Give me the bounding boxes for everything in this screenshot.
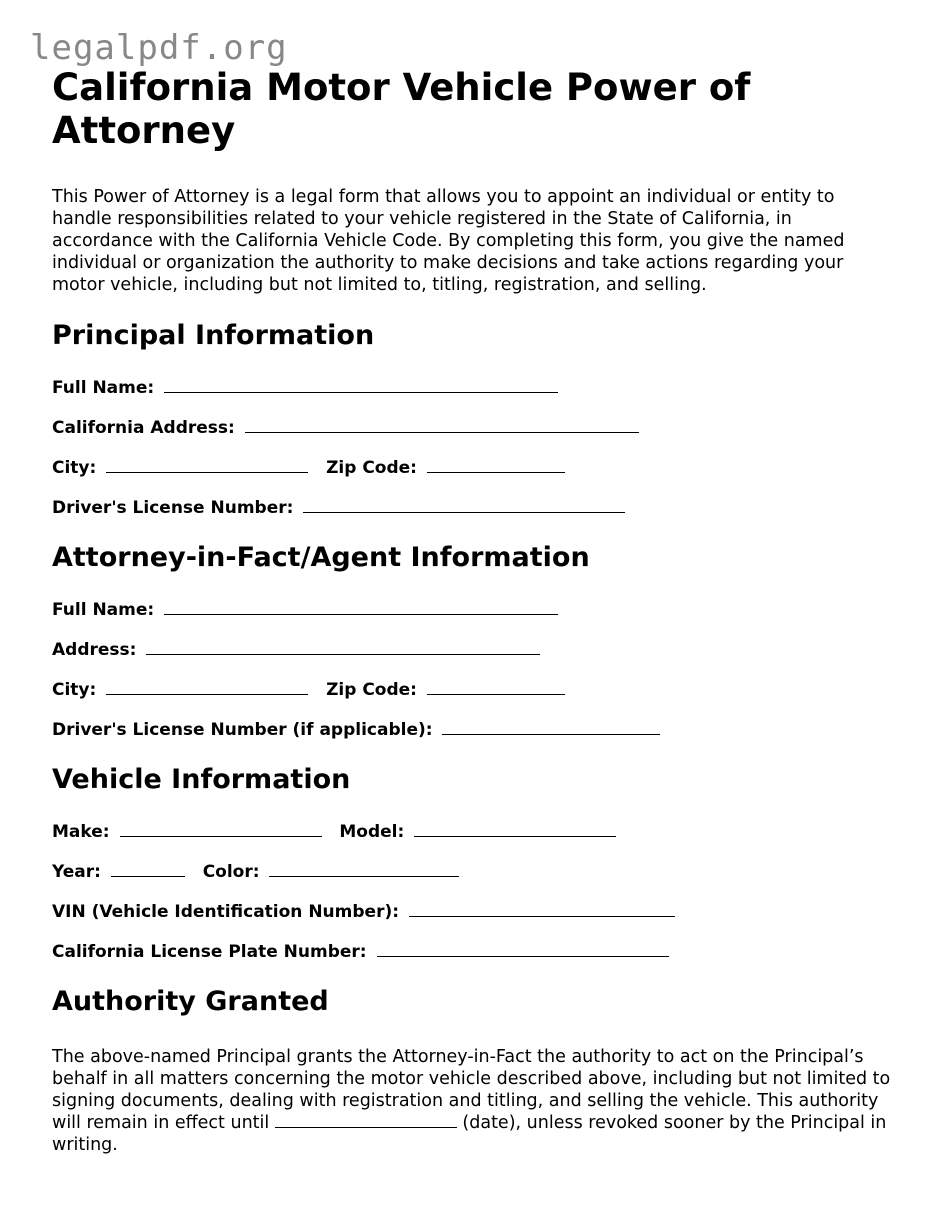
principal-section (52, 320, 892, 518)
principal-city-zip-row (52, 458, 892, 478)
principal-heading: Principal Information (52, 320, 375, 351)
vehicle-make-field[interactable] (120, 822, 322, 837)
authority-section (52, 986, 892, 1156)
vehicle-make-model-row (52, 822, 892, 842)
vehicle-vin-label: VIN (Vehicle Identification Number): (52, 902, 400, 922)
agent-license-label: Driver's License Number (if applicable): (52, 720, 433, 740)
vehicle-vin-row (52, 902, 892, 922)
principal-address-field[interactable] (245, 418, 639, 433)
authority-text-before: The above-named Principal grants the Attorney-in-Fact the authority to act on the Principal’s behalf in all matters concerning the motor vehicle described above, including but not limited to signing documents, dealing with registration and titling, and selling the vehicle. This authority will remain in effect until (52, 1047, 891, 1133)
authority-paragraph (52, 1046, 892, 1156)
agent-heading: Attorney-in-Fact/Agent Information (52, 542, 590, 573)
vehicle-plate-field[interactable] (377, 942, 669, 957)
vehicle-plate-label: California License Plate Number: (52, 942, 367, 962)
vehicle-year-color-row (52, 862, 892, 882)
vehicle-year-field[interactable] (111, 862, 185, 877)
agent-address-field[interactable] (146, 640, 540, 655)
vehicle-color-field[interactable] (269, 862, 459, 877)
agent-full-name-row (52, 600, 892, 620)
intro-paragraph: This Power of Attorney is a legal form that allows you to appoint an individual or entity to handle responsibilities related to your vehicle registered in the State of California, in accordance with the California Vehicle Code. By completing this form, you give the named individual or organization the authority to make decisions and take actions regarding your motor vehicle, including but not limited to, titling, registration, and selling. (52, 187, 845, 295)
vehicle-model-field[interactable] (414, 822, 616, 837)
agent-section (52, 542, 892, 740)
agent-city-field[interactable] (106, 680, 308, 695)
vehicle-color-label: Color: (202, 862, 260, 882)
vehicle-make-label: Make: (52, 822, 110, 842)
vehicle-vin-field[interactable] (409, 902, 675, 917)
principal-license-field[interactable] (303, 498, 625, 513)
document-page (52, 66, 892, 1174)
principal-city-label: City: (52, 458, 97, 478)
agent-full-name-label: Full Name: (52, 600, 155, 620)
agent-city-zip-row (52, 680, 892, 700)
agent-address-row (52, 640, 892, 660)
agent-city-label: City: (52, 680, 97, 700)
agent-full-name-field[interactable] (164, 600, 558, 615)
agent-zip-field[interactable] (427, 680, 565, 695)
principal-license-row (52, 498, 892, 518)
principal-full-name-label: Full Name: (52, 378, 155, 398)
authority-heading: Authority Granted (52, 986, 329, 1017)
agent-address-label: Address: (52, 640, 137, 660)
vehicle-heading: Vehicle Information (52, 764, 351, 795)
authority-text-after: (date), unless revoked sooner by the Principal in writing. (52, 1113, 887, 1155)
principal-full-name-field[interactable] (164, 378, 558, 393)
vehicle-year-label: Year: (52, 862, 101, 882)
agent-license-field[interactable] (442, 720, 660, 735)
vehicle-section (52, 764, 892, 962)
agent-zip-label: Zip Code: (326, 680, 417, 700)
principal-zip-label: Zip Code: (326, 458, 417, 478)
principal-city-field[interactable] (106, 458, 308, 473)
principal-address-label: California Address: (52, 418, 235, 438)
vehicle-model-label: Model: (339, 822, 405, 842)
principal-license-label: Driver's License Number: (52, 498, 294, 518)
agent-license-row (52, 720, 892, 740)
principal-address-row (52, 418, 892, 438)
principal-full-name-row (52, 378, 892, 398)
document-title: California Motor Vehicle Power of Attorney (52, 66, 751, 152)
authority-date-field[interactable] (275, 1113, 457, 1128)
watermark-logo: legalpdf.org (30, 28, 288, 68)
principal-zip-field[interactable] (427, 458, 565, 473)
vehicle-plate-row (52, 942, 892, 962)
